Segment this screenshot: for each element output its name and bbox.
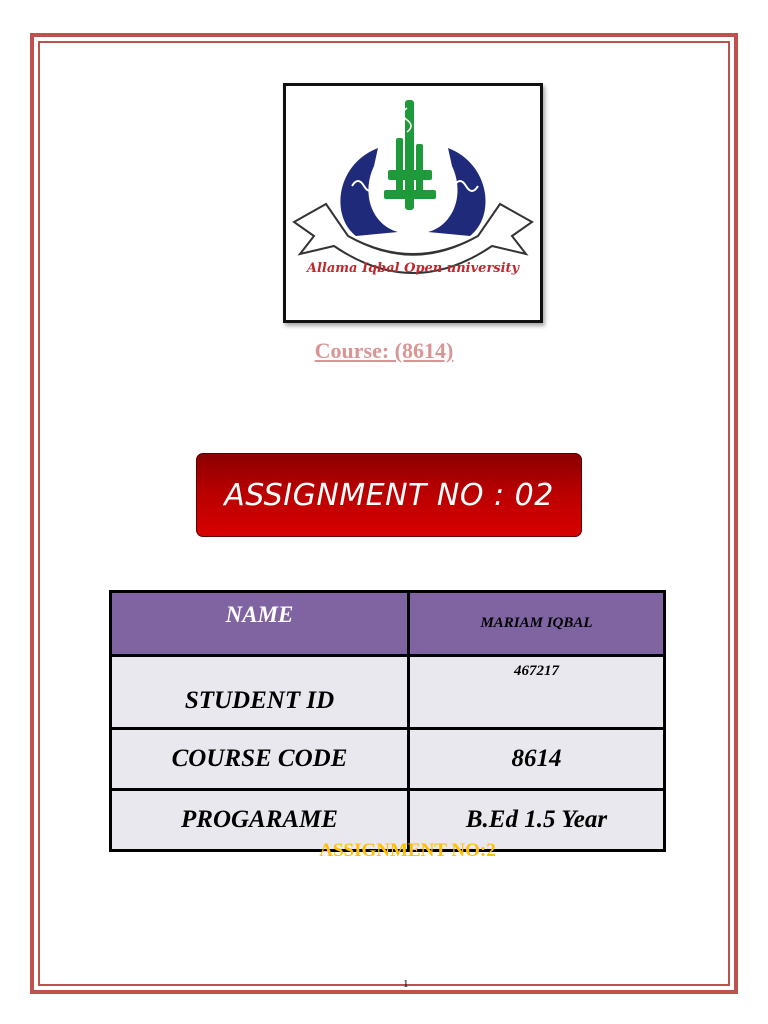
student-info-table [109, 590, 666, 852]
table-row-name [111, 592, 665, 656]
assignment-banner-title: ASSIGNMENT NO : 02 [224, 477, 554, 513]
assignment-note: ASSIGNMENT NO:2 [319, 840, 496, 861]
assignment-banner [196, 453, 582, 537]
student-id-label: STUDENT ID [111, 656, 409, 729]
logo-caption: Allama Iqbal Open university [306, 261, 520, 276]
course-code-label: COURSE CODE [111, 729, 409, 790]
table-row-course-code [111, 729, 665, 790]
aiou-emblem-image [286, 86, 540, 320]
name-label: NAME [111, 592, 409, 656]
course-heading: Course: (8614) [314, 338, 454, 363]
programme-label: PROGARAME [111, 790, 409, 851]
course-code-value: 8614 [409, 729, 665, 790]
table-row-student-id [111, 656, 665, 729]
university-logo [283, 83, 543, 323]
programme-value: B.Ed 1.5 Year [409, 790, 665, 851]
student-id-value: 467217 [409, 656, 665, 729]
name-value: MARIAM IQBAL [409, 592, 665, 656]
page-number: 1 [403, 978, 409, 990]
